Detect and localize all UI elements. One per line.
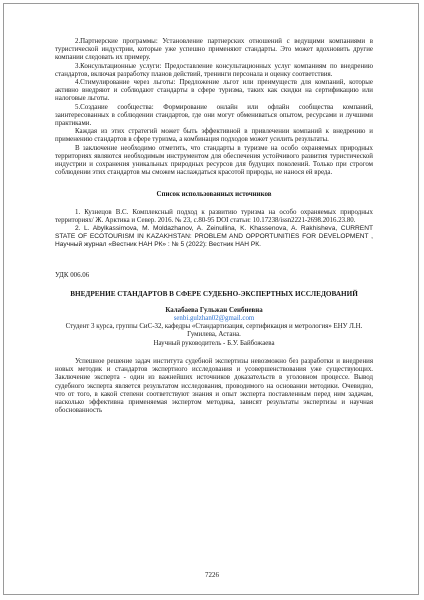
article-title: ВНЕДРЕНИЕ СТАНДАРТОВ В СФЕРЕ СУДЕБНО-ЭКСПЕРТНЫХ ИССЛЕДОВАНИЙ: [70, 289, 358, 298]
article-body: Успешное решение задач института судебной экспертизы невозможно без разработки и внедрения новых методик и стандартов экспертного исследования и усовершенствования уже существующих. Заключение эксперта - один из важнейших источников доказательств в уголовном процессе. Вывод судебного эксперта является результатом исследования, проводимого на основании методики. Очевидно, что от того, в какой степени соответствуют знания и опыт эксперта поставленным перед ним задачам, насколько эффективна применяемая экспертом методика, зависят результаты экспертизы и научная обоснованность: [55, 357, 373, 415]
paragraph-consulting-services: 3.Консультационные услуги: Предоставление консультационных услуг компаниям по внедрению стандартов, включая разработку планов действий, тренинги персонала и оценку соответствия.: [55, 62, 373, 78]
author-email-link[interactable]: senbi.gulzhan02@gmail.com: [173, 315, 255, 323]
reference-2: 2. L. Abylkassimova, M. Moldazhanov, A. Zeinullina, K. Khassenova, A. Rakhisheva, CURRENT STATE OF ECOTOURISM IN KAZAKHSTAN: PROBLEM AND OPPORTUNITIES FOR DEVELOPMENT , Научный журнал «Вестник НАН РК» : № 5 (2022): Вестник НАН РК.: [55, 225, 373, 249]
author-affiliation: Студент 3 курса, группы СиС-32, кафедры «Стандартизация, сертификация и метрология» ЕНУ Л.Н. Гумилева, Астана.: [65, 323, 363, 339]
reference-1: 1. Кузнецов В.С. Комплексный подход к развитию туризма на особо охраняемых природных территориях/ Ж. Арктика и Север. 2016. № 23, с.80-95 DOI статьи: 10.17238/issn2221-2698.2016.23.80.: [55, 208, 373, 224]
references-heading: Список использованных источников: [156, 191, 272, 199]
paragraph-incentives: 4.Стимулирование через льготы: Предложение льгот или преимуществ для компаний, которые активно внедряют и соблюдают стандарты в сфере туризма, таких как скидки на сертификацию или налоговые льготы.: [55, 79, 373, 103]
page-number: 7226: [205, 571, 219, 579]
author-name: Калабаева Гульжан Сенбиевна: [165, 306, 263, 314]
paragraph-strategies-summary: Каждая из этих стратегий может быть эффективной в привлечении компаний к внедрению и применению стандартов в сфере туризма, а комбинация подходов может усилить результаты.: [55, 128, 373, 144]
supervisor: Научный руководитель - Б.У. Байбожаева: [153, 339, 275, 347]
paragraph-conclusion: В заключение необходимо отметить, что стандарты в туризме на особо охраняемых природных территориях являются необходимым инструментом для обеспечения устойчивого развития туристической индустрии и сохранения уникальных природных ресурсов для будущих поколений. Только при строгом соблюдении этих стандартов мы сможем наслаждаться красотой природы, не нанося ей вреда.: [55, 144, 373, 177]
paragraph-partner-programs: 2.Партнерские программы: Установление партнерских отношений с ведущими компаниями в туристической индустрии, которые уже успешно применяют стандарты. Это может вдохновить другие компании следовать их примеру.: [55, 38, 373, 62]
udc-code: УДК 006.06: [55, 271, 90, 279]
document-page: [55, 38, 373, 415]
paragraph-community: 5.Создание сообщества: Формирование онлайн или офлайн сообщества компаний, заинтересованных в соблюдении стандартов, где они могут обмениваться опытом, ресурсами и лучшими практиками.: [55, 103, 373, 128]
